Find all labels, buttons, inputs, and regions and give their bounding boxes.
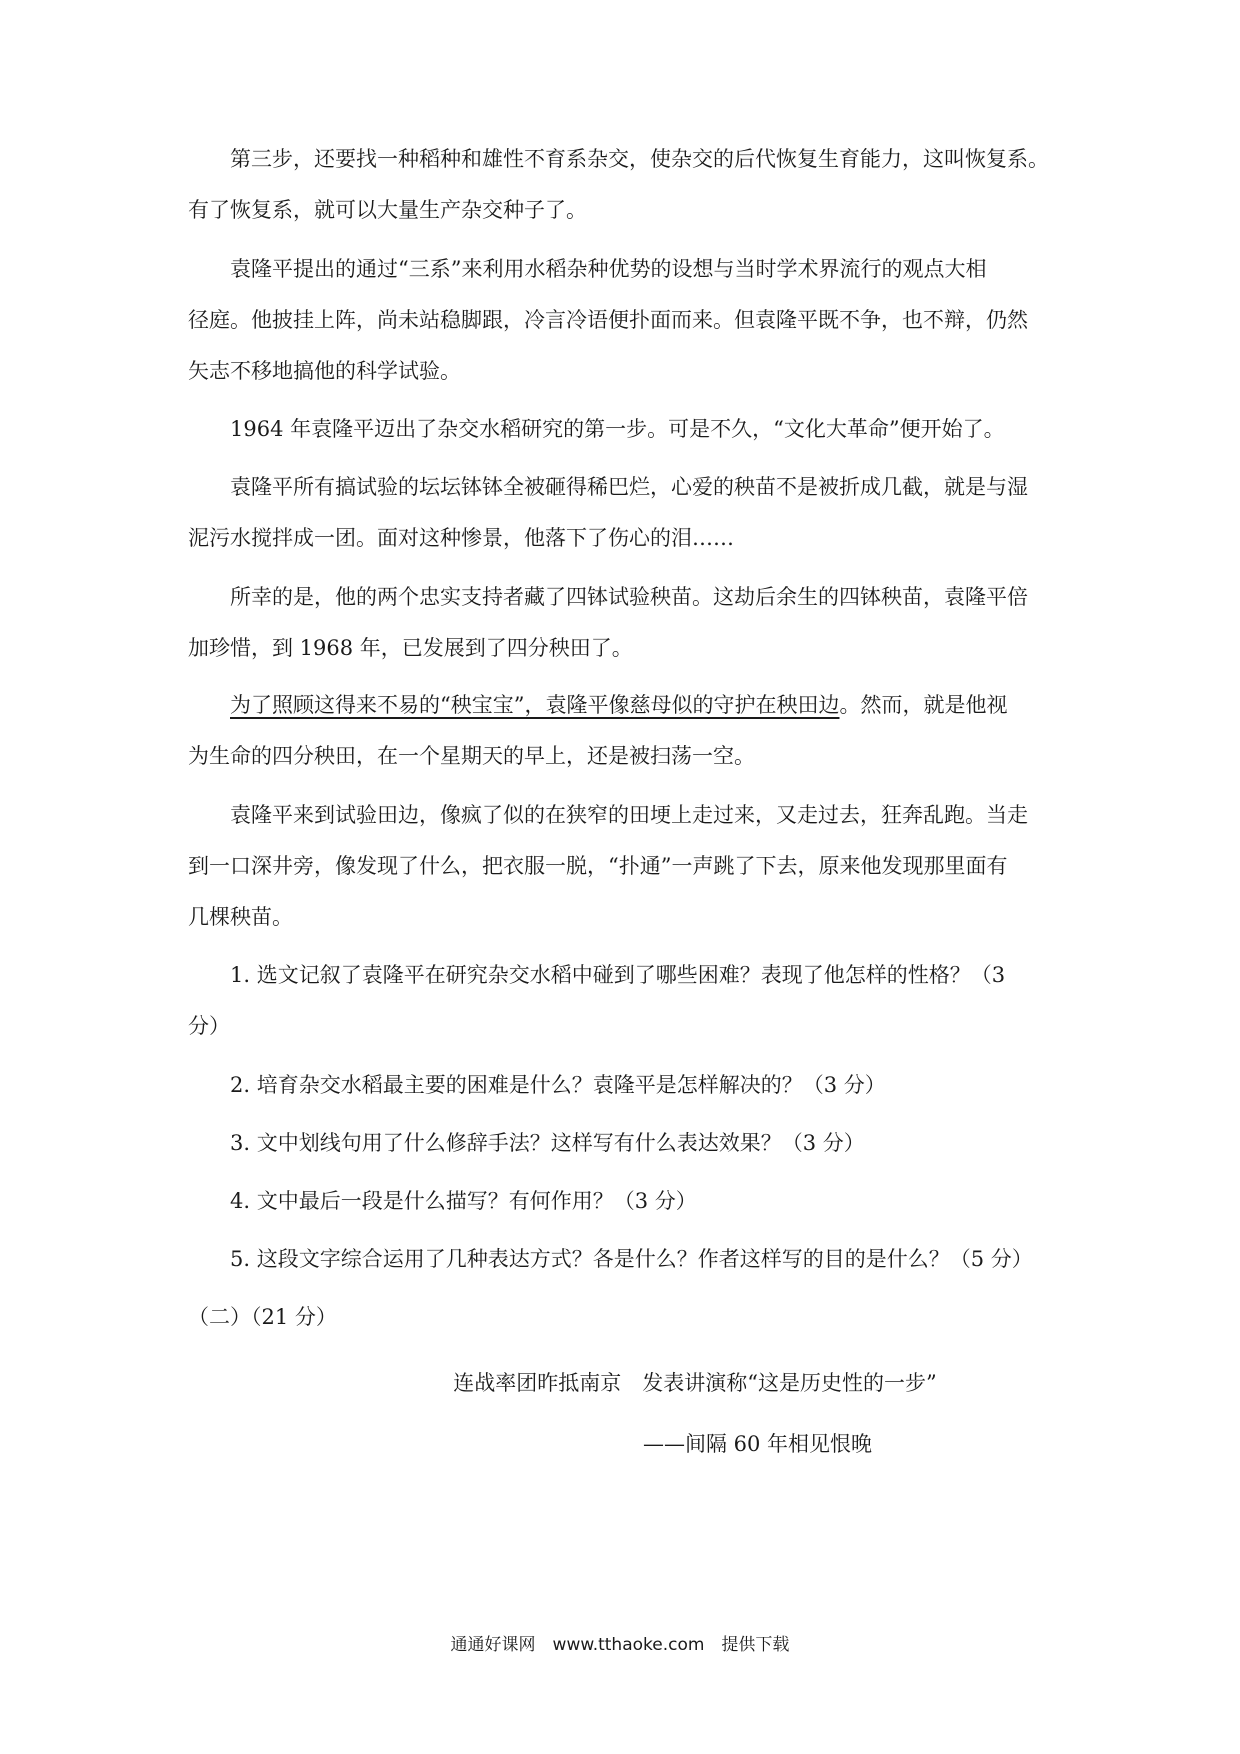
question-line: 5. 这段文字综合运用了几种表达方式？各是什么？作者这样写的目的是什么？（5 分） — [230, 1247, 1033, 1271]
paragraph-line: 为生命的四分秧田，在一个星期天的早上，还是被扫荡一空。 — [188, 744, 755, 768]
paragraph-line: 袁隆平来到试验田边，像疯了似的在狭窄的田埂上走过来，又走过去，狂奔乱跑。当走 — [230, 803, 1028, 827]
question-line: 3. 文中划线句用了什么修辞手法？这样写有什么表达效果？（3 分） — [230, 1131, 865, 1155]
question-line: 分） — [188, 1014, 230, 1038]
paragraph-line: 加珍惜，到 1968 年，已发展到了四分秧田了。 — [188, 636, 633, 660]
question-line: 2. 培育杂交水稻最主要的困难是什么？袁隆平是怎样解决的？（3 分） — [230, 1073, 886, 1097]
question-3 — [188, 1118, 1058, 1169]
paragraph-line: 所幸的是，他的两个忠实支持者藏了四钵试验秧苗。这劫后余生的四钵秧苗，袁隆平倍 — [230, 585, 1028, 609]
paragraph-line — [188, 680, 1058, 731]
paragraph-line: 袁隆平所有搞试验的坛坛钵钵全被砸得稀巴烂，心爱的秧苗不是被折成几截，就是与湿 — [230, 475, 1028, 499]
paragraph-line: 几棵秧苗。 — [188, 905, 293, 929]
question-5 — [188, 1234, 1058, 1285]
paragraph-step-three — [188, 134, 1058, 236]
paragraph-line: 矢志不移地搞他的科学试验。 — [188, 359, 461, 383]
paragraph-line: 到一口深井旁，像发现了什么，把衣服一脱，“扑通”一声跳了下去，原来他发现那里面有 — [188, 854, 1008, 878]
paragraph-line: 径庭。他披挂上阵，尚未站稳脚跟，冷言冷语便扑面而来。但袁隆平既不争，也不辩，仍然 — [188, 308, 1028, 332]
paragraph-three-lines — [188, 244, 1058, 397]
sentence-rest: 。然而，就是他视 — [839, 693, 1008, 717]
paragraph-underlined — [188, 680, 1058, 782]
question-4 — [188, 1176, 1058, 1227]
paragraph-1964 — [188, 404, 1058, 455]
question-1 — [188, 950, 1058, 1052]
section-label: （二）（21 分） — [188, 1305, 337, 1329]
article-title: 连战率团昨抵南京 发表讲演称“这是历史性的一步” — [453, 1371, 937, 1395]
paragraph-line: 有了恢复系，就可以大量生产杂交种子了。 — [188, 198, 587, 222]
paragraph-line: 泥污水搅拌成一团。面对这种惨景，他落下了伤心的泪…… — [188, 526, 734, 550]
paragraph-line: 1964 年袁隆平迈出了杂交水稻研究的第一步。可是不久，“文化大革命”便开始了。 — [230, 417, 1005, 441]
paragraph-deep-well — [188, 790, 1058, 943]
question-line: 1. 选文记叙了袁隆平在研究杂交水稻中碰到了哪些困难？表现了他怎样的性格？（3 — [230, 963, 1006, 987]
paragraph-four-pots — [188, 572, 1058, 674]
underlined-sentence: 为了照顾这得来不易的“秧宝宝”，袁隆平像慈母似的守护在秧田边 — [230, 693, 840, 717]
paragraph-line: 第三步，还要找一种稻种和雄性不育系杂交，使杂交的后代恢复生育能力，这叫恢复系。 — [230, 147, 1049, 171]
article-subtitle: ——间隔 60 年相见恨晚 — [642, 1432, 873, 1456]
question-2 — [188, 1060, 1058, 1111]
question-line: 4. 文中最后一段是什么描写？有何作用？（3 分） — [230, 1189, 697, 1213]
page-footer: 通通好课网 www.tthaoke.com 提供下载 — [450, 1635, 790, 1655]
paragraph-line: 袁隆平提出的通过“三系”来利用水稻杂种优势的设想与当时学术界流行的观点大相 — [230, 257, 987, 281]
paragraph-destroyed — [188, 462, 1058, 564]
